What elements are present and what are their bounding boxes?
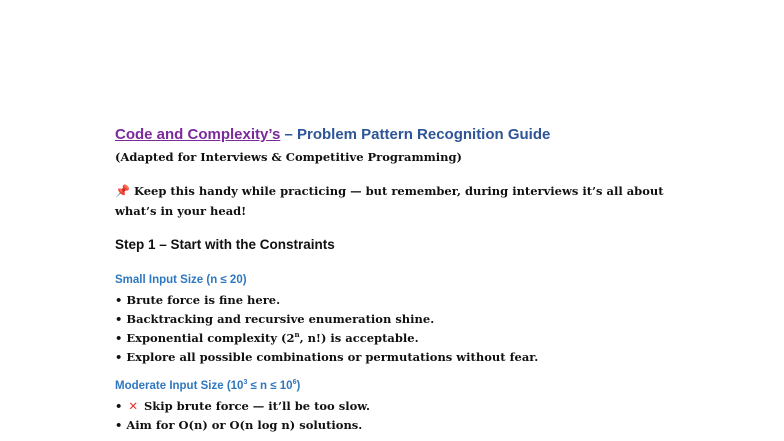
heading-part: ≤ n ≤ 10 xyxy=(247,380,293,392)
document-title xyxy=(115,125,675,145)
bullet: • xyxy=(115,399,123,413)
list-item-text: Exponential complexity (2 xyxy=(126,331,295,345)
list-item xyxy=(115,310,675,329)
bullet: • xyxy=(115,418,123,432)
list-item xyxy=(115,416,675,435)
bullet: • xyxy=(115,312,123,326)
list-item-text: Skip brute force — it’ll be too slow. xyxy=(144,399,370,413)
tip-note xyxy=(115,181,675,221)
title-rest: – Problem Pattern Recognition Guide xyxy=(280,126,551,143)
superscript-n: n xyxy=(294,330,300,340)
pushpin-icon: 📌 xyxy=(115,184,130,198)
cross-mark-icon: ✕ xyxy=(128,399,138,413)
small-input-heading: Small Input Size (n ≤ 20) xyxy=(115,274,247,286)
list-item xyxy=(115,291,675,310)
step-1-heading: Step 1 – Start with the Constraints xyxy=(115,237,335,252)
document-content xyxy=(115,125,675,435)
superscript-6: 6 xyxy=(292,379,297,387)
bullet: • xyxy=(115,350,123,364)
list-item-text: Brute force is fine here. xyxy=(126,293,281,307)
title-brand-link[interactable]: Code and Complexity’s xyxy=(115,126,281,143)
bullet: • xyxy=(115,331,123,345)
heading-part: ) xyxy=(296,380,301,392)
list-item-text: Aim for O(n) or O(n log n) solutions. xyxy=(126,418,363,432)
tip-note-line-2: what’s in your head! xyxy=(115,204,247,218)
document-subtitle: (Adapted for Interviews & Competitive Programming) xyxy=(115,150,462,164)
list-item-text: Explore all possible combinations or permutations without fear. xyxy=(126,350,539,364)
list-item-text: Backtracking and recursive enumeration shine. xyxy=(126,312,435,326)
moderate-input-list xyxy=(115,397,675,435)
superscript-3: 3 xyxy=(243,379,248,387)
moderate-input-heading xyxy=(115,377,675,395)
list-item xyxy=(115,329,675,348)
bullet: • xyxy=(115,293,123,307)
list-item xyxy=(115,397,675,416)
small-input-list xyxy=(115,291,675,367)
tip-note-text-1: Keep this handy while practicing — but remember, during interviews it’s all about xyxy=(133,184,664,198)
list-item xyxy=(115,348,675,367)
heading-part: Moderate Input Size (10 xyxy=(115,380,244,392)
tip-note-line-1 xyxy=(115,181,675,201)
list-item-text-end: , n!) is acceptable. xyxy=(299,331,419,345)
